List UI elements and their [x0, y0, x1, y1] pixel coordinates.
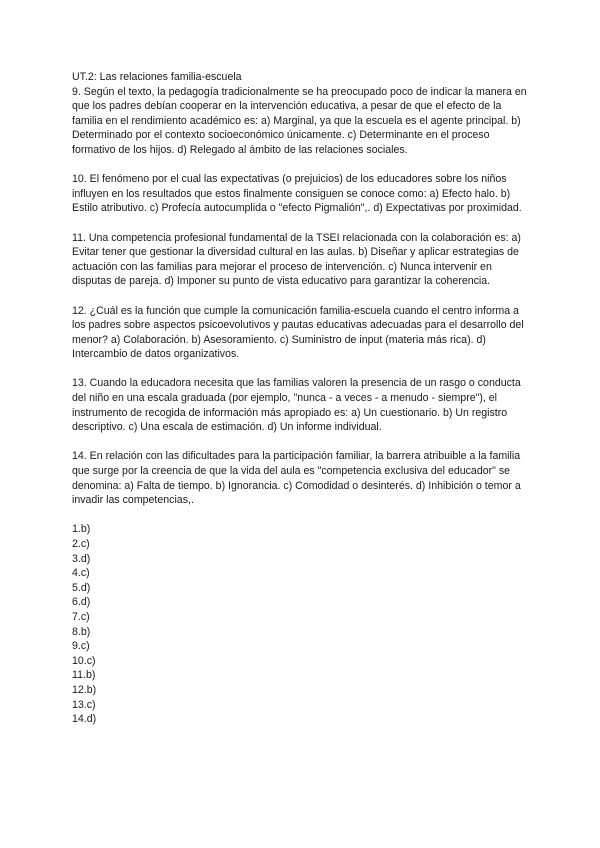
answer-item: 8.b): [72, 625, 91, 638]
answer-item: 10.c): [72, 654, 96, 667]
answer-item: 13.c): [72, 698, 96, 711]
answer-item: 5.d): [72, 581, 91, 594]
answer-item: 11.b): [72, 669, 96, 682]
question-9: 9. Según el texto, la pedagogía tradicionalmente se ha preocupado poco de indicar la manera en que los padres debían cooperar en la intervención educativa, a pesar de que el efecto de la familia en el rendimiento académico es: a) Marginal, ya que la escuela es el agente principal. b) Determinado por el contexto socioeconómico únicamente. c) Determinante en el proceso formativo de los hijos. d) Relegado al ámbito de las relaciones sociales.: [72, 85, 527, 156]
answer-key: [72, 522, 532, 726]
answer-item: 4.c): [72, 567, 90, 580]
question-14: 14. En relación con las dificultades para la participación familiar, la barrera atribuible a la familia que surge por la creencia de que la vida del aula es "competencia exclusiva del educador" se denomina: a) Falta de tiempo. b) Ignorancia. c) Comodidad o desinterés. d) Inhibición o temor a invadir las competencias,.: [72, 450, 521, 507]
answer-item: 14.d): [72, 713, 97, 726]
answer-item: 7.c): [72, 610, 90, 623]
answer-item: 2.c): [72, 538, 90, 550]
answer-item: 3.d): [72, 552, 91, 565]
document-title: UT.2: Las relaciones familia-escuela: [72, 71, 242, 83]
question-11: 11. Una competencia profesional fundamental de la TSEI relacionada con la colaboración es: a) Evitar tener que gestionar la diversidad cultural en las aulas. b) Diseñar y aplicar estrategias de actuación con las familias para mejorar el proceso de intervención. c) Nunca intervenir en disputas de pareja. d) Imponer su punto de vista educativo para garantizar la coherencia.: [72, 231, 521, 288]
question-13: 13. Cuando la educadora necesita que las familias valoren la presencia de un rasgo o conducta del niño en una escala graduada (por ejemplo, "nunca - a veces - a menudo - siempre"), el instrumento de recogida de información más apropiado es: a) Un cuestionario. b) Un registro descriptivo. c) Una escala de estimación. d) Un informe individual.: [72, 377, 521, 434]
question-10: 10. El fenómeno por el cual las expectativas (o prejuicios) de los educadores sobre los niños influyen en los resultados que estos finalmente consiguen se conoce como: a) Efecto halo. b) Estilo atributivo. c) Profecía autocumplida o "efecto Pigmalión",. d) Expectativas por proximidad.: [72, 173, 522, 215]
document-page: [72, 70, 532, 727]
answer-item: 9.c): [72, 640, 90, 653]
answer-item: 6.d): [72, 596, 91, 609]
answer-item: 1.b): [72, 523, 91, 536]
answer-item: 12.b): [72, 683, 97, 696]
question-12: 12. ¿Cuál es la función que cumple la comunicación familia-escuela cuando el centro informa a los padres sobre aspectos psicoevolutivos y pautas educativas adecuadas para el desarrollo del menor? a) Colaboración. b) Asesoramiento. c) Suministro de input (materia más rica). d) Intercambio de datos organizativos.: [72, 304, 524, 361]
